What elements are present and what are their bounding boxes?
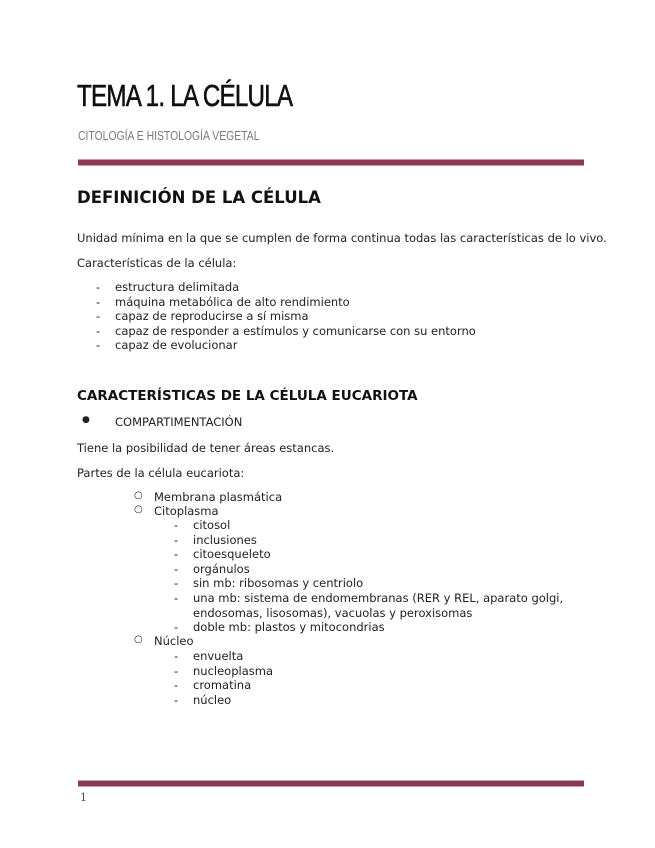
definition-text: Unidad mínima en la que se cumplen de forma continua todas las características de lo vivo. bbox=[77, 231, 607, 245]
circle-icon: ○ bbox=[134, 634, 143, 645]
list-item: - estructura delimitada bbox=[96, 280, 240, 294]
parts-label: Partes de la célula eucariota: bbox=[77, 466, 245, 480]
list-item: - doble mb: plastos y mitocondrias bbox=[174, 620, 385, 635]
compartment-text: Tiene la posibilidad de tener áreas estancas. bbox=[77, 441, 335, 455]
list-item: - una mb: sistema de endomembranas (RER y REL, aparato golgi, bbox=[174, 590, 564, 605]
header-divider bbox=[78, 159, 584, 166]
characteristics-label: Características de la célula: bbox=[77, 256, 237, 270]
circle-icon: ○ bbox=[134, 504, 143, 515]
section-heading-definicion: DEFINICIÓN DE LA CÉLULA bbox=[77, 188, 321, 207]
list-item: - citoesqueleto bbox=[174, 547, 271, 562]
list-item: - sin mb: ribosomas y centriolo bbox=[174, 576, 364, 591]
list-item-nucleo: ○ Núcleo bbox=[134, 634, 194, 648]
page-number: 1 bbox=[80, 791, 87, 804]
list-item-continuation: endosomas, lisosomas), vacuolas y peroxisomas bbox=[193, 605, 473, 620]
list-item: - capaz de evolucionar bbox=[96, 338, 238, 353]
list-item: - orgánulos bbox=[174, 561, 250, 576]
nucleo-sublist bbox=[174, 649, 273, 707]
list-item: - citosol bbox=[174, 518, 231, 532]
list-item: - envuelta bbox=[174, 649, 244, 663]
list-item: - inclusiones bbox=[174, 532, 257, 547]
list-item: - cromatina bbox=[174, 678, 252, 693]
list-item: - capaz de reproducirse a sí misma bbox=[96, 309, 309, 324]
document-title: TEMA 1. LA CÉLULA bbox=[77, 78, 293, 113]
list-item-membrana: ○ Membrana plasmática bbox=[134, 490, 283, 504]
list-item: - máquina metabólica de alto rendimiento bbox=[96, 294, 350, 309]
list-item-citoplasma: ○ Citoplasma bbox=[134, 504, 219, 518]
circle-icon: ○ bbox=[134, 490, 143, 501]
list-item: - nucleoplasma bbox=[174, 663, 273, 678]
section-heading-eucariota: CARACTERÍSTICAS DE LA CÉLULA EUCARIOTA bbox=[77, 388, 418, 404]
citoplasma-sublist bbox=[174, 518, 564, 635]
bullet-icon: ● bbox=[82, 415, 90, 425]
bullet-compartimentacion: ● COMPARTIMENTACIÓN bbox=[82, 415, 243, 429]
document-subtitle: CITOLOGÍA E HISTOLOGÍA VEGETAL bbox=[78, 128, 260, 143]
list-item: - núcleo bbox=[174, 692, 232, 707]
characteristics-list bbox=[96, 280, 476, 353]
footer-divider bbox=[78, 780, 584, 787]
list-item: - capaz de responder a estímulos y comunicarse con su entorno bbox=[96, 323, 476, 338]
